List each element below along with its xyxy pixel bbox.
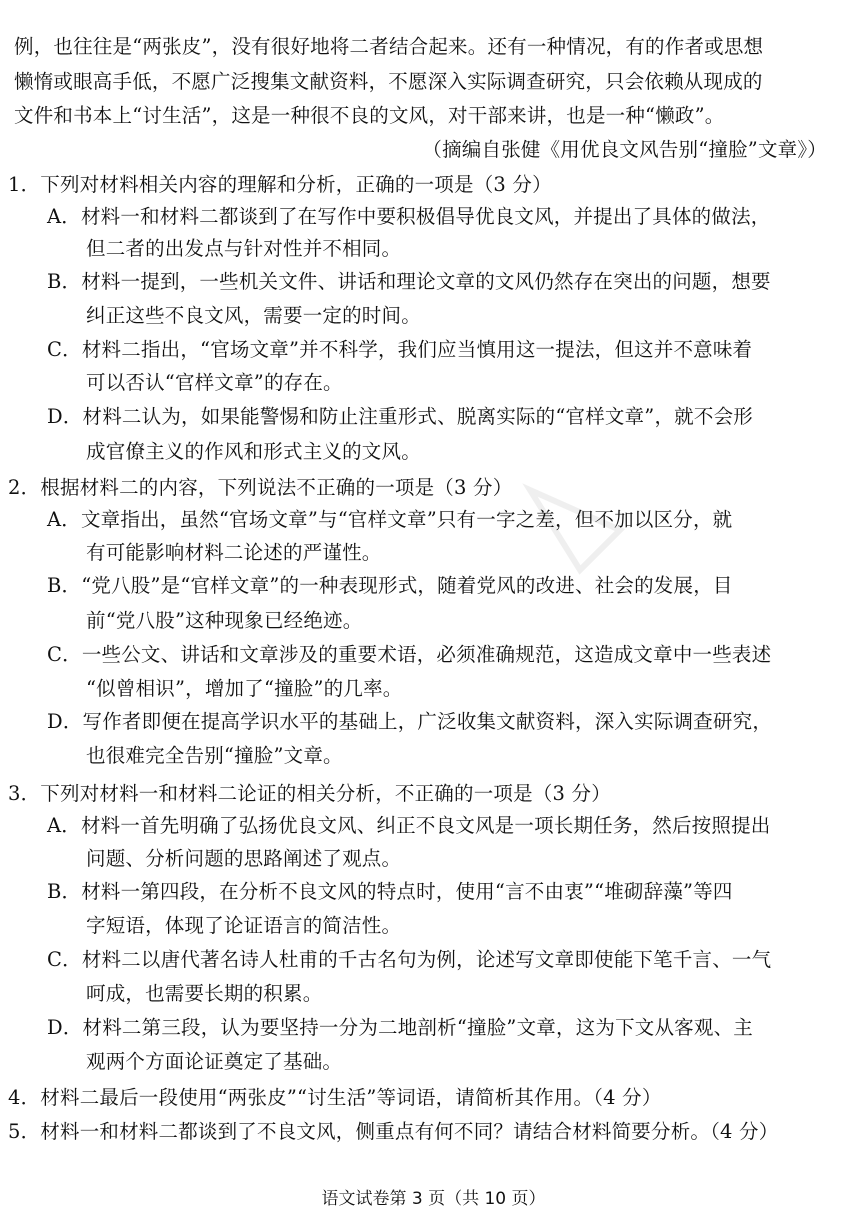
question-4: 4．材料二最后一段使用“两张皮”“讨生活”等词语，请简析其作用。（4 分） xyxy=(8,1086,662,1109)
question-3-option-c: C．材料二以唐代著名诗人杜甫的千古名句为例，论述写文章即使能下笔千言、一气 xyxy=(47,948,772,971)
question-3-option-c-cont: 呵成，也需要长期的积累。 xyxy=(86,982,323,1005)
question-1-option-d: D．材料二认为，如果能警惕和防止注重形式、脱离实际的“官样文章”，就不会形 xyxy=(47,405,753,428)
question-2-option-b-cont: 前“党八股”这种现象已经绝迹。 xyxy=(86,609,363,632)
question-3-option-b: B．材料一第四段，在分析不良文风的特点时，使用“言不由衷”“堆砌辞藻”等四 xyxy=(47,880,733,903)
intro-line-3: 文件和书本上“讨生活”，这是一种很不良的文风，对干部来讲，也是一种“懒政”。 xyxy=(14,104,725,127)
question-1-option-c: C．材料二指出，“官场文章”并不科学，我们应当慎用这一提法，但这并不意味着 xyxy=(47,338,753,361)
question-2-option-c: C．一些公文、讲话和文章涉及的重要术语，必须准确规范，这造成文章中一些表述 xyxy=(47,643,772,666)
question-1-option-d-cont: 成官僚主义的作风和形式主义的文风。 xyxy=(86,440,421,463)
question-1-option-a-cont: 但二者的出发点与针对性并不相同。 xyxy=(86,237,402,260)
question-1-option-b-cont: 纠正这些不良文风，需要一定的时间。 xyxy=(86,304,421,327)
question-2-option-a-cont: 有可能影响材料二论述的严谨性。 xyxy=(86,541,382,564)
intro-line-1: 例，也往往是“两张皮”，没有很好地将二者结合起来。还有一种情况，有的作者或思想 xyxy=(14,35,764,58)
question-2-option-b: B．“党八股”是“官样文章”的一种表现形式，随着党风的改进、社会的发展，目 xyxy=(47,574,733,597)
question-3-option-a: A．材料一首先明确了弘扬优良文风、纠正不良文风是一项长期任务，然后按照提出 xyxy=(47,814,771,837)
intro-line-2: 懒惰或眼高手低，不愿广泛搜集文献资料，不愿深入实际调查研究，只会依赖从现成的 xyxy=(14,70,763,93)
question-2-stem: 2．根据材料二的内容，下列说法不正确的一项是（3 分） xyxy=(8,476,513,499)
question-1-option-b: B．材料一提到，一些机关文件、讲话和理论文章的文风仍然存在突出的问题，想要 xyxy=(47,270,771,293)
question-1-stem: 1．下列对材料相关内容的理解和分析，正确的一项是（3 分） xyxy=(8,173,552,196)
question-2-option-d: D．写作者即便在提高学识水平的基础上，广泛收集文献资料，深入实际调查研究， xyxy=(47,710,773,733)
page-footer: 语文试卷第 3 页（共 10 页） xyxy=(321,1189,546,1209)
question-2-option-c-cont: “似曾相识”，增加了“撞脸”的几率。 xyxy=(86,677,403,700)
question-3-stem: 3．下列对材料一和材料二论证的相关分析，不正确的一项是（3 分） xyxy=(8,782,611,805)
question-3-option-d: D．材料二第三段，认为要坚持一分为二地剖析“撞脸”文章，这为下文从客观、主 xyxy=(47,1016,753,1039)
question-3-option-d-cont: 观两个方面论证奠定了基础。 xyxy=(86,1050,343,1073)
question-3-option-b-cont: 字短语，体现了论证语言的简洁性。 xyxy=(86,914,402,937)
question-3-option-a-cont: 问题、分析问题的思路阐述了观点。 xyxy=(86,847,402,870)
question-2-option-d-cont: 也很难完全告别“撞脸”文章。 xyxy=(86,744,343,767)
question-2-option-a: A．文章指出，虽然“官场文章”与“官样文章”只有一字之差，但不加以区分，就 xyxy=(47,508,733,531)
question-5: 5．材料一和材料二都谈到了不良文风，侧重点有何不同？请结合材料简要分析。（4 分） xyxy=(8,1120,779,1143)
question-1-option-c-cont: 可以否认“官样文章”的存在。 xyxy=(86,371,343,394)
source-citation: （摘编自张健《用优良文风告别“撞脸”文章》） xyxy=(422,138,827,161)
question-1-option-a: A．材料一和材料二都谈到了在写作中要积极倡导优良文风，并提出了具体的做法， xyxy=(47,205,771,228)
